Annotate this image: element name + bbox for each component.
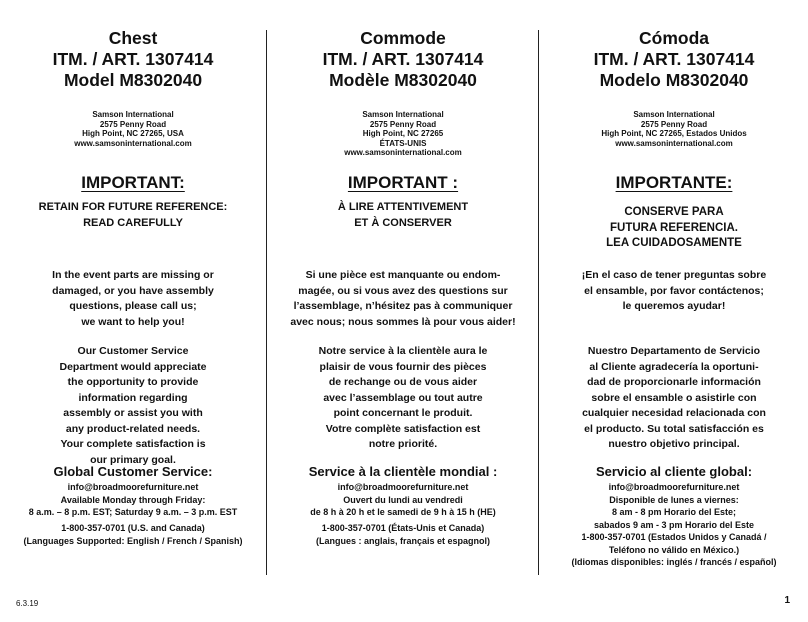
email-link[interactable]: info@broadmoorefurniture.net (337, 482, 469, 492)
service-line: point concernant le produit. (333, 407, 473, 419)
important-heading: IMPORTANTE: (615, 173, 733, 192)
retain-notice (0, 200, 266, 231)
service-line: de rechange ou de vous aider (328, 376, 478, 388)
title-line: Chest (108, 28, 158, 48)
title-line: Commode (360, 28, 446, 48)
global-service-block (540, 463, 808, 569)
phone-number: 1-800-357-0701 (États-Unis et Canada) (321, 522, 485, 533)
global-service-block (0, 463, 266, 548)
address-line: www.samsoninternational.com (74, 138, 192, 148)
retain-line: À LIRE ATTENTIVEMENT (337, 201, 469, 213)
email-link[interactable]: info@broadmoorefurniture.net (608, 482, 740, 492)
address-line: High Point, NC 27265 (362, 129, 444, 138)
service-line: avec l’assemblage ou tout autre (323, 391, 483, 404)
retain-line: RETAIN FOR FUTURE REFERENCE: (38, 201, 228, 213)
service-line: Nuestro Departamento de Servicio (587, 345, 761, 357)
title-line: Modelo M8302040 (599, 70, 749, 90)
title-line: ITM. / ART. 1307414 (322, 49, 484, 69)
service-line: our primary goal. (90, 453, 176, 466)
help-line: we want to help you! (81, 315, 185, 328)
important-heading: IMPORTANT: (81, 173, 185, 192)
revision-date: 6.3.19 (16, 599, 39, 608)
service-line: plaisir de vous fournir des pièces (319, 360, 487, 373)
title-line: Model M8302040 (63, 70, 203, 90)
service-line: nuestro objetivo principal. (608, 438, 740, 450)
service-line: Votre complète satisfaction est (325, 422, 481, 435)
help-paragraph (0, 268, 266, 330)
languages-line: (Languages Supported: English / French / Spanish) (23, 535, 243, 546)
service-paragraph (268, 344, 538, 453)
retain-line: FUTURA REFERENCIA. (610, 221, 738, 234)
address-line: Samson International (633, 110, 715, 119)
column-divider-left (266, 30, 267, 575)
title-line: Modèle M8302040 (329, 70, 477, 90)
service-line: the opportunity to provide (67, 376, 199, 388)
phone-number: 1-800-357-0701 (U.S. and Canada) (61, 522, 205, 533)
help-line: magée, ou si vous avez des questions sur (298, 284, 508, 297)
retain-line: LEA CUIDADOSAMENTE (606, 237, 742, 249)
important-heading: IMPORTANT : (347, 173, 459, 192)
global-service-title: Servicio al cliente global: (595, 464, 753, 479)
retain-line: CONSERVE PARA (624, 206, 724, 218)
service-line: Your complete satisfaction is (60, 438, 206, 450)
languages-line: (Langues : anglais, français et espagnol) (315, 535, 491, 546)
product-title (540, 28, 808, 91)
service-line: any product-related needs. (65, 422, 201, 435)
service-line: sobre el ensamble o asistirle con (591, 391, 757, 404)
company-address (540, 110, 808, 148)
service-line: el producto. Su total satisfacción es (584, 422, 764, 435)
address-line: Samson International (362, 110, 444, 119)
service-line: dad de proporcionarle información (587, 376, 761, 388)
help-line: le queremos ayudar! (622, 300, 726, 312)
address-line: www.samsoninternational.com (344, 148, 462, 157)
help-line: ¡En el caso de tener preguntas sobre (581, 269, 767, 281)
email-link[interactable]: info@broadmoorefurniture.net (67, 482, 199, 492)
title-line: Cómoda (639, 28, 709, 48)
global-service-title: Service à la clientèle mondial : (308, 464, 498, 479)
service-paragraph (0, 344, 266, 468)
title-line: ITM. / ART. 1307414 (593, 49, 755, 69)
help-line: In the event parts are missing or (52, 269, 214, 281)
phone-number: 1-800-357-0701 (Estados Unidos y Canadá / (581, 532, 767, 542)
company-address (268, 110, 538, 158)
address-line: High Point, NC 27265, Estados Unidos (601, 129, 747, 138)
help-line: Si une pièce est manquante ou endom- (305, 269, 501, 281)
service-line: Department would appreciate (59, 360, 207, 373)
retain-line: ET À CONSERVER (354, 216, 452, 229)
help-line: questions, please call us; (69, 300, 197, 312)
global-service-block (268, 463, 538, 548)
address-line: Samson International (92, 110, 174, 119)
service-line: Notre service à la clientèle aura le (318, 345, 488, 357)
service-line: notre priorité. (368, 438, 438, 450)
phone-note-line: Teléfono no válido en México.) (608, 544, 740, 555)
help-paragraph (268, 268, 538, 330)
help-line: avec nous; nous sommes là pour vous aider! (290, 315, 516, 328)
service-line: al Cliente agradecería la oportuni- (589, 360, 759, 373)
address-line: ÉTATS-UNIS (379, 138, 427, 148)
hours-line: sabados 9 am - 3 pm Horario del Este (593, 519, 755, 530)
hours-line: Available Monday through Friday: (60, 494, 206, 505)
service-line: cualquier necesidad relacionada con (582, 407, 766, 419)
hours-line: 8 am - 8 pm Horario del Este; (611, 507, 737, 517)
service-paragraph (540, 344, 808, 453)
retain-notice (540, 205, 808, 252)
hours-line: Disponible de lunes a viernes: (609, 494, 739, 505)
address-line: 2575 Penny Road (369, 119, 437, 129)
retain-notice (268, 200, 538, 231)
service-line: assembly or assist you with (63, 407, 203, 419)
hours-line: de 8 h à 20 h et le samedi de 9 h à 15 h (HE) (310, 507, 496, 517)
hours-line: 8 a.m. – 8 p.m. EST; Saturday 9 a.m. – 3 p.m. EST (28, 507, 238, 517)
product-title (268, 28, 538, 91)
hours-line: Ouvert du lundi au vendredi (343, 494, 463, 505)
product-title (0, 28, 266, 91)
address-line: High Point, NC 27265, USA (82, 129, 184, 138)
global-service-title: Global Customer Service: (53, 464, 213, 479)
address-line: 2575 Penny Road (99, 119, 167, 129)
column-divider-right (538, 30, 539, 575)
retain-line: READ CAREFULLY (83, 216, 183, 229)
help-paragraph (540, 268, 808, 315)
help-line: l’assemblage, n’hésitez pas à communiquer (293, 300, 513, 312)
service-line: information regarding (78, 391, 188, 404)
address-line: www.samsoninternational.com (615, 138, 733, 148)
languages-line: (Idiomas disponibles: inglés / francés / español) (571, 557, 777, 567)
title-line: ITM. / ART. 1307414 (52, 49, 214, 69)
company-address (0, 110, 266, 148)
page-number: 1 (784, 595, 790, 606)
help-line: damaged, or you have assembly (52, 284, 214, 297)
address-line: 2575 Penny Road (640, 119, 708, 129)
service-line: Our Customer Service (77, 345, 189, 357)
help-line: el ensamble, por favor contáctenos; (584, 284, 764, 297)
